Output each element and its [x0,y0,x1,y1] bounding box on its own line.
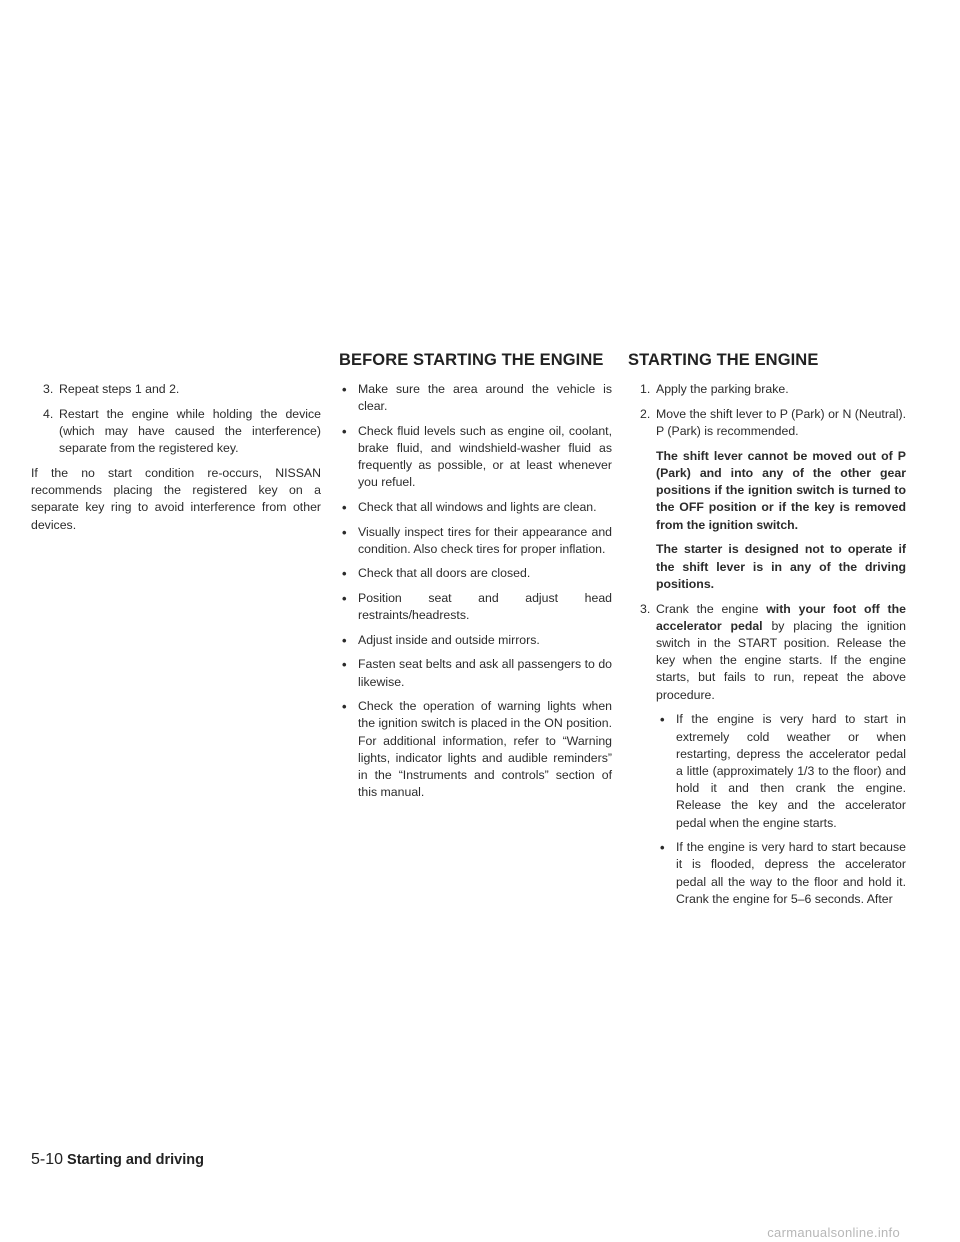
step-3 [31,381,321,398]
list-item-text: If the engine is very hard to start because it is flooded, depress the accelerator pedal all the way to the floor and hold it. Crank the engine for 5–6 seconds. After [676,840,906,906]
step-text: Apply the parking brake. [656,382,789,396]
bullet-icon: • [342,423,347,439]
list-item [628,711,906,831]
bullet-icon: • [342,632,347,648]
step-number: 3. [640,601,651,616]
watermark: carmanualsonline.info [767,1225,900,1240]
bullet-icon: • [342,566,347,582]
list-item [338,698,612,801]
page-number: 5-10 [31,1151,64,1168]
list-item-text: Adjust inside and outside mirrors. [358,632,540,647]
list-item [338,656,612,690]
list-item [338,565,612,582]
list-item-text: Visually inspect tires for their appearance and condition. Also check tires for proper inflation. [358,524,612,556]
list-item [338,524,612,558]
list-item [628,839,906,908]
step-3 [628,601,906,704]
list-item [338,423,612,492]
step-text: Restart the engine while holding the device (which may have caused the interference) separate from the registered key. [59,406,321,456]
step-2 [628,406,906,440]
step-text: by placing the ignition switch in the START position. Release the key when the engine starts. If the engine starts, but fails to run, repeat the above procedure. [656,618,906,702]
column-1 [31,381,321,541]
bullet-icon: • [660,840,665,856]
list-item [338,632,612,649]
page-footer [31,1151,204,1169]
list-item-text: Check fluid levels such as engine oil, coolant, brake fluid, and windshield-washer fluid as frequently as possible, or at least whenever you refuel. [358,423,612,490]
step-text: Repeat steps 1 and 2. [59,382,180,396]
list-item [338,499,612,516]
list-item-text: Check that all doors are closed. [358,566,531,581]
bullet-icon: • [660,712,665,728]
step-1 [628,381,906,398]
step-text: Crank the engine [656,601,767,616]
warning-starter: The starter is designed not to operate if the shift lever is in any of the driving positions. [656,542,906,591]
list-item-text: If the engine is very hard to start in extremely cold weather or when restarting, depress the accelerator pedal a little (approximately 1/3 to the floor) and hold it and then crank the engine. Release the key and the accelerator pedal when the engine starts. [676,712,906,830]
bullet-icon: • [342,500,347,515]
step-number: 1. [640,382,651,396]
step-number: 3. [43,382,54,396]
step-text: Move the shift lever to P (Park) or N (Neutral). P (Park) is recommended. [656,406,906,438]
list-item-text: Check the operation of warning lights when the ignition switch is placed in the ON position. For additional information, refer to “Warning lights, indicator lights and audible reminders” in the “Instruments and controls” section of this manual. [358,699,612,800]
step-text-bold: with your foot off the accelerator pedal [656,601,906,633]
list-item [338,590,612,624]
bullet-icon: • [342,699,347,715]
list-item-text: Check that all windows and lights are clean. [358,500,597,514]
bullet-icon: • [342,657,347,673]
bullet-icon: • [342,382,347,397]
section-title-starting-engine: STARTING THE ENGINE [628,351,819,369]
step-number: 4. [43,406,54,421]
step-4 [31,406,321,458]
list-item-text: Make sure the area around the vehicle is clear. [358,382,612,414]
footer-title: Starting and driving [67,1152,204,1168]
bullet-icon: • [342,590,347,606]
bullet-icon: • [342,524,347,540]
paragraph-no-start: If the no start condition re-occurs, NISSAN recommends placing the registered key on a separate key ring to avoid interference from other devices. [31,466,321,532]
list-item [338,381,612,415]
column-2 [338,381,612,809]
section-title-before-starting: BEFORE STARTING THE ENGINE [339,351,604,369]
step-number: 2. [640,406,651,421]
list-item-text: Position seat and adjust head restraints/headrests. [358,590,612,623]
warning-shift-lever: The shift lever cannot be moved out of P (Park) and into any of the other gear positions if the ignition switch is turned to the OFF position or if the key is removed from the ignition switch. [656,448,906,532]
column-3 [628,381,906,915]
list-item-text: Fasten seat belts and ask all passengers to do likewise. [358,657,612,689]
